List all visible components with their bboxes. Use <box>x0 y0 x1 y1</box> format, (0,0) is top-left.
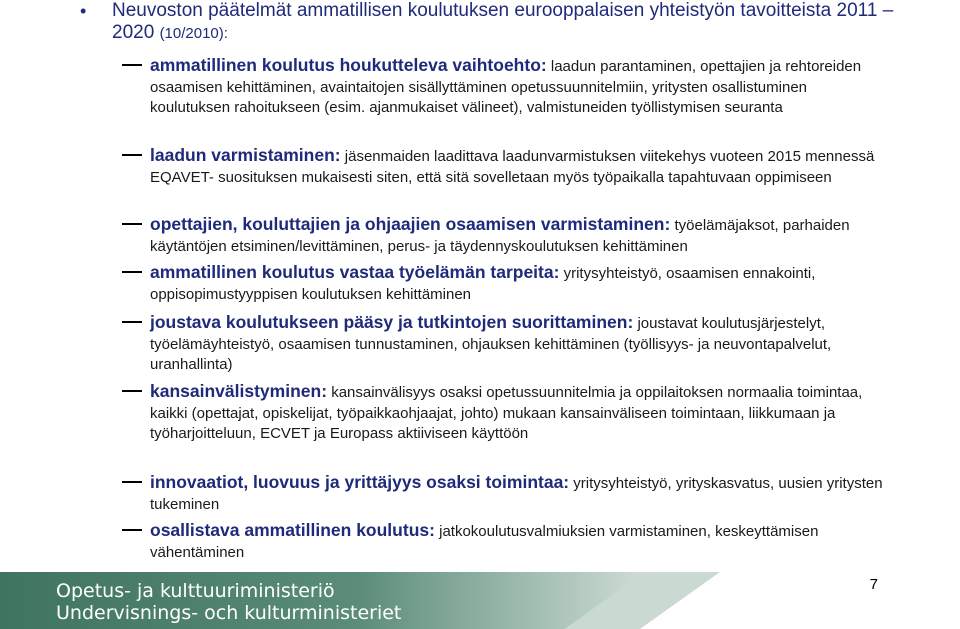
main-bullet-ref: (10/2010): <box>159 25 228 42</box>
item-body: yritysyhteistyö, yrityskasvatus, uusien yritysten tukeminen <box>150 475 883 513</box>
item-body: työelämäjaksot, parhaiden käytäntöjen etsiminen/levittäminen, perus- ja täydennyskoulutuksen kehittäminen <box>150 217 850 255</box>
item-body: joustavat koulutusjärjestelyt, työelämäyhteistyö, osaamisen tunnustaminen, ohjauksen kehittäminen (työllisyys- ja neuvontapalvelut, uranhallinta) <box>150 315 832 373</box>
main-bullet-text <box>112 0 932 45</box>
dash-marker <box>122 529 142 531</box>
item-heading: opettajien, kouluttajien ja ohjaajien osaamisen varmistaminen: <box>150 214 671 234</box>
item-body: jatkokoulutusvalmiuksien varmistaminen, keskeyttämisen vähentäminen <box>150 523 819 561</box>
dash-marker <box>122 390 142 392</box>
item-heading: ammatillinen koulutus houkutteleva vaihtoehto: <box>150 55 547 75</box>
item-heading: ammatillinen koulutus vastaa työelämän tarpeita: <box>150 262 560 282</box>
item-body: yritysyhteistyö, osaamisen ennakointi, oppisopimustyyppisen koulutuksen kehittäminen <box>150 265 816 303</box>
main-bullet-marker: • <box>80 1 87 21</box>
footer <box>0 572 960 629</box>
dash-marker <box>122 64 142 66</box>
item-heading: joustava koulutukseen pääsy ja tutkintojen suorittaminen: <box>150 312 634 332</box>
page-number: 7 <box>869 576 878 593</box>
ministry-name-fi: Opetus- ja kulttuuriministeriö <box>56 580 335 602</box>
item-body: laadun parantaminen, opettajien ja rehtoreiden osaamisen kehittäminen, avaintaitojen sisällyttäminen opetussuunnitelmiin, yritysten osallistuminen koulutuksen rahoitukseen (esim. ajanmukaiset välineet), valmistuneiden työllistymisen seuranta <box>150 58 862 116</box>
item-heading: kansainvälistyminen: <box>150 381 328 401</box>
dash-marker <box>122 481 142 483</box>
dash-marker <box>122 154 142 156</box>
item-body: jäsenmaiden laadittava laadunvarmistuksen viitekehys vuoteen 2015 mennessä EQAVET- suosituksen mukaisesti siten, että sitä sovelletaan myös työpaikalla tapahtuvaan oppimiseen <box>150 148 875 186</box>
item-body: kansainvälisyys osaksi opetussuunnitelmia ja oppilaitoksen normaalia toimintaa, kaikki (opettajat, opiskelijat, työpaikkaohjaajat, johto) mukaan kansainväliseen toimintaan, liikkumaan ja työharjoitteluun, ECVET ja Europass aktiiviseen käyttöön <box>150 384 863 442</box>
item-heading: laadun varmistaminen: <box>150 145 341 165</box>
item-heading: osallistava ammatillinen koulutus: <box>150 520 435 540</box>
dash-marker <box>122 321 142 323</box>
item-heading: innovaatiot, luovuus ja yrittäjyys osaksi toimintaa: <box>150 472 570 492</box>
ministry-name-sv: Undervisnings- och kulturministeriet <box>56 602 402 624</box>
dash-marker <box>122 223 142 225</box>
dash-marker <box>122 271 142 273</box>
main-bullet-title: Neuvoston päätelmät ammatillisen koulutuksen eurooppalaisen yhteistyön tavoitteista 2011 – 2020 <box>112 0 894 43</box>
